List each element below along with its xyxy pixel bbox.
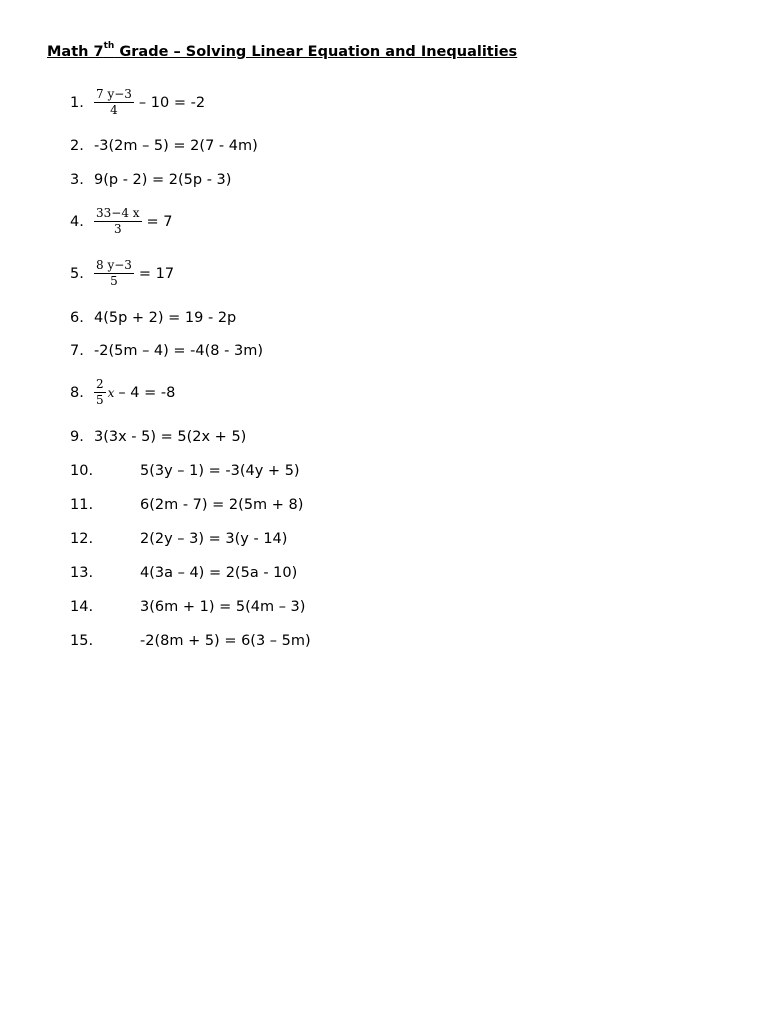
fraction-numerator: 8 y−3 [96, 258, 132, 272]
problem-8 [70, 378, 175, 407]
equation: 3(3x - 5) = 5(2x + 5) [94, 429, 247, 445]
fraction-numerator: 33−4 x [96, 206, 140, 220]
equation: -2(5m – 4) = -4(8 - 3m) [94, 343, 263, 359]
problem-2 [70, 138, 258, 154]
problem-6 [70, 310, 236, 326]
problem-15 [70, 633, 311, 649]
fraction-denominator: 3 [113, 222, 122, 236]
equation: 4(5p + 2) = 19 - 2p [94, 310, 237, 326]
problem-10 [70, 463, 300, 479]
title-rest: Grade – Solving Linear Equation and Inequalities [114, 44, 518, 60]
equation: 2(2y – 3) = 3(y - 14) [140, 531, 288, 547]
equation-rest: = 7 [146, 213, 173, 230]
problem-number: 14. [70, 599, 94, 615]
problem-number: 3. [70, 172, 84, 188]
title-main: Math 7 [47, 44, 104, 60]
problem-number: 8. [70, 384, 84, 401]
problem-12 [70, 531, 287, 547]
problem-number: 5. [70, 265, 84, 282]
problem-1 [70, 88, 205, 117]
problem-number: 9. [70, 429, 84, 445]
equation: 3(6m + 1) = 5(4m – 3) [140, 599, 306, 615]
problem-number: 4. [70, 213, 84, 230]
equation: 6(2m - 7) = 2(5m + 8) [140, 497, 304, 513]
equation-rest: = 17 [138, 265, 175, 282]
fraction [94, 378, 106, 407]
fraction-denominator: 4 [110, 103, 118, 117]
equation: 5(3y – 1) = -3(4y + 5) [140, 463, 300, 479]
problem-number: 12. [70, 531, 94, 547]
fraction [94, 207, 142, 236]
equation: -3(2m – 5) = 2(7 - 4m) [94, 138, 258, 154]
equation-rest: – 4 = -8 [118, 384, 176, 401]
equation: 4(3a – 4) = 2(5a - 10) [140, 565, 298, 581]
problem-14 [70, 599, 305, 615]
fraction [94, 259, 134, 288]
variable: x [107, 385, 115, 400]
fraction-numerator: 2 [96, 377, 104, 391]
problem-number: 6. [70, 310, 84, 326]
fraction-numerator: 7 y−3 [96, 87, 132, 101]
problem-number: 15. [70, 633, 94, 649]
problem-4 [70, 207, 173, 236]
problem-number: 13. [70, 565, 94, 581]
fraction-denominator: 5 [110, 274, 118, 288]
problem-number: 11. [70, 497, 94, 513]
problem-number: 10. [70, 463, 94, 479]
problem-11 [70, 497, 303, 513]
problem-number: 1. [70, 94, 84, 111]
problem-9 [70, 429, 246, 445]
equation-rest: – 10 = -2 [138, 94, 206, 111]
problem-13 [70, 565, 297, 581]
problem-3 [70, 172, 231, 188]
problem-number: 7. [70, 343, 84, 359]
page-title [47, 43, 517, 61]
problem-7 [70, 343, 263, 359]
title-superscript: th [103, 41, 115, 52]
fraction [94, 88, 134, 117]
problem-5 [70, 259, 174, 288]
fraction-denominator: 5 [96, 393, 104, 407]
equation: 9(p - 2) = 2(5p - 3) [94, 172, 232, 188]
equation: -2(8m + 5) = 6(3 – 5m) [140, 633, 311, 649]
problem-number: 2. [70, 138, 84, 154]
